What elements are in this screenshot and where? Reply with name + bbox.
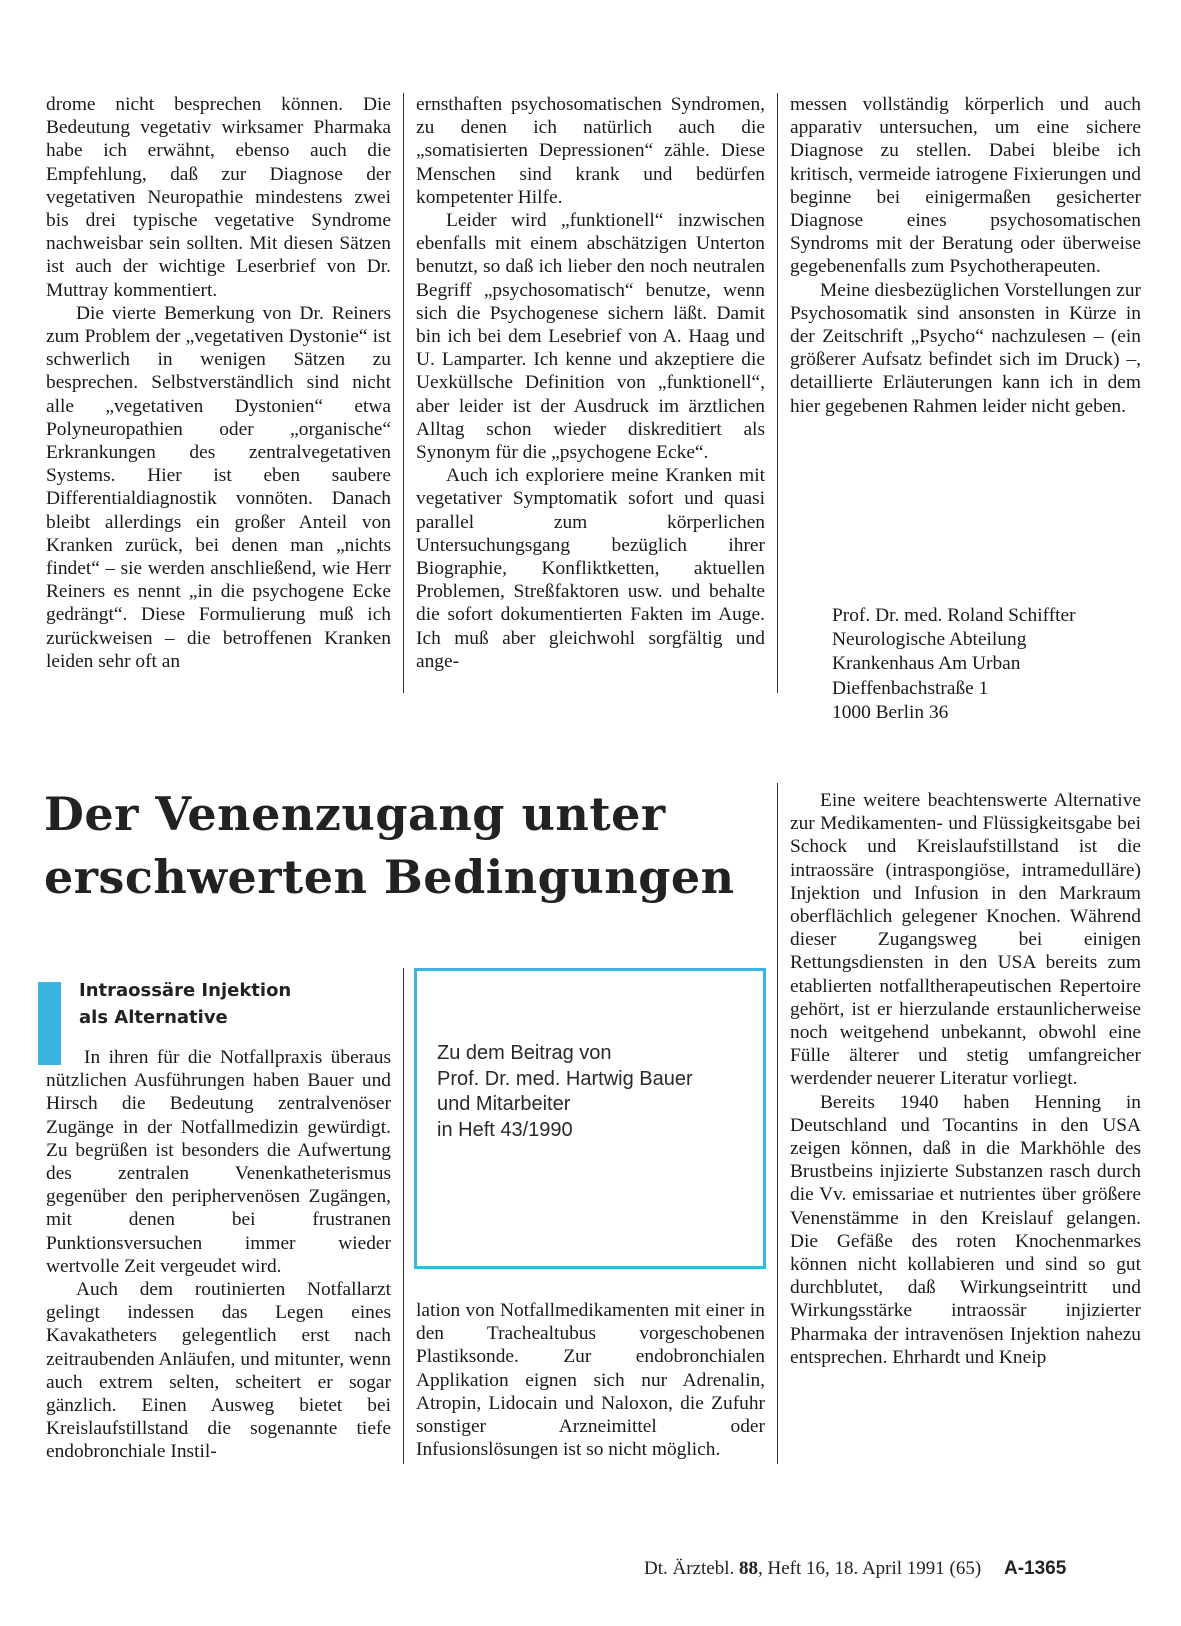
paragraph: Meine diesbezüglichen Vorstellungen zur Psychosomatik sind ansonsten in Kürze in der Zeitschrift „Psycho“ nachzulesen – (ein größerer Aufsatz befindet sich im Druck) –, detaillierte Erläuterungen kann ich in dem hier gegebenen Rahmen leider nicht geben.	[790, 279, 1141, 417]
paragraph: Eine weitere beachtenswerte Alternative zur Medikamenten- und Flüssigkeitsgabe bei Schock und Kreislaufstillstand ist die intraossäre (intraspongiöse, intramedulläre) Injektion und Infusion in den Markraum oberflächlich gelegener Knochen. Während dieser Zugangsweg bei einigen Rettungsdiensten in den USA bereits zum etablierten notfalltherapeutischen Repertoire gehört, ist er hierzulande erstaunlicherweise noch weitgehend unbekannt, obwohl eine Fülle älterer und stetig umfangreicher werdender neuerer Literatur vorliegt.	[790, 790, 1141, 1090]
author-street: Dieffenbachstraße 1	[832, 677, 989, 699]
paragraph: Auch ich exploriere meine Kranken mit vegetativer Symptomatik sofort und quasi parallel zum körperlichen Untersuchungsgang bezüglich ihrer Biographie, Konfliktketten, aktuellen Problemen, Streßfaktoren usw. und behalte die sofort dokumentierten Fakten im Auge. Ich muß aber gleichwohl sorgfältig und ange-	[416, 465, 765, 672]
column-divider	[777, 783, 778, 1464]
main-article-column-3	[790, 789, 1141, 1369]
paragraph: Bereits 1940 haben Henning in Deutschland und Tocantins in den USA zeigen können, daß in die Markhöhle des Brustbeins injizierte Substanzen rasch durch die Vv. emissariae et nutrientes über größere Venenstämme in den Kreislauf gelangen. Die Gefäße des roten Knochenmarkes können nicht kollabieren und sind so gut durchblutet, daß Wirkungseintritt und Wirkungsstärke intraossär injizierter Pharmaka der intravenösen Injektion nahezu entsprechen. Ehrhardt und Kneip	[790, 1091, 1141, 1368]
top-article-column-2	[416, 93, 765, 673]
paragraph: Leider wird „funktionell“ inzwischen ebenfalls mit einem abschätzigen Unterton benutzt, so daß ich lieber den noch neutralen Begriff „psychosomatisch“ benutze, wenn sich die Psychogenese sichern läßt. Damit bin ich bei dem Lesebrief von A. Haag und U. Lamparter. Ich kenne und akzeptiere die Uexküllsche Definition von „funktionell“, aber leider ist der Ausdruck im ärztlichen Alltag schon wieder diskreditiert als Synonym für die „psychogene Ecke“.	[416, 210, 765, 464]
page-footer	[644, 1558, 1066, 1580]
page-number: A-1365	[1003, 1558, 1067, 1579]
issue-info: , Heft 16, 18. April 1991 (65)	[757, 1558, 982, 1579]
author-signature	[832, 604, 1076, 725]
article-subhead	[79, 977, 291, 1031]
journal-volume: 88	[738, 1558, 758, 1579]
column-divider	[403, 93, 404, 693]
paragraph: lation von Notfallmedikamenten mit einer in den Trachealtubus vorgeschobenen Plastiksonde. Zur endobronchialen Applikation eignen sich nur Adrenalin, Atropin, Lidocain und Naloxon, die Zufuhr sonstiger Arzneimittel oder Infusionslösungen ist so nicht möglich.	[416, 1300, 765, 1461]
main-article-column-1	[46, 1046, 391, 1464]
paragraph: Die vierte Bemerkung von Dr. Reiners zum Problem der „vegetativen Dystonie“ ist schwerlich in wenigen Sätzen zu besprechen. Selbstverständlich sind nicht alle „vegetativen Dystonien“ etwa Polyneuropathien oder „organische“ Erkrankungen des zentralvegetativen Systems. Hier ist eben saubere Differentialdiagnostik vonnöten. Danach bleibt allerdings ein großer Anteil von Kranken zurück, bei denen man „nichts findet“ – sie werden anschließend, wie Herr Reiners es nennt „in die psychogene Ecke gedrängt“. Diese Formulierung muß ich zurückweisen – die betroffenen Kranken leiden sehr oft an	[46, 302, 391, 672]
info-line: in Heft 43/1990	[437, 1118, 573, 1141]
reference-info-text	[437, 1041, 757, 1143]
author-city: 1000 Berlin 36	[832, 701, 949, 723]
author-department: Neurologische Abteilung	[832, 629, 1027, 651]
article-title	[44, 783, 784, 909]
column-divider	[403, 968, 404, 1464]
info-line: Zu dem Beitrag von	[437, 1042, 612, 1064]
subhead-line: als Alternative	[79, 1007, 228, 1028]
paragraph: In ihren für die Notfallpraxis überaus nützlichen Ausführungen haben Bauer und Hirsch die Bedeutung zentralvenöser Zugänge in der Notfallmedizin gewürdigt. Zu begrüßen ist besonders die Aufwertung des zentralen Venenkatheterismus gegenüber den periphervenösen Zugängen, mit denen bei frustranen Punktionsversuchen immer wieder wertvolle Zeit vergeudet wird.	[46, 1047, 391, 1277]
title-line: Der Venenzugang unter	[44, 787, 666, 841]
author-hospital: Krankenhaus Am Urban	[832, 653, 1021, 675]
paragraph: drome nicht besprechen können. Die Bedeutung vegetativ wirksamer Pharmaka habe ich erwähnt, ebenso auch die Empfehlung, daß zur Diagnose der vegetativen Neuropathie mindestens zwei bis drei typische vegetative Syndrome nachweisbar sein sollten. Mit diesen Sätzen ist auch der wichtige Leserbrief von Dr. Muttray kommentiert.	[46, 94, 391, 301]
top-article-column-1	[46, 93, 391, 673]
info-line: und Mitarbeiter	[437, 1093, 571, 1115]
main-article-column-2	[416, 1299, 765, 1461]
journal-name: Dt. Ärztebl.	[644, 1558, 735, 1579]
title-line: erschwerten Bedingungen	[44, 850, 735, 904]
paragraph: messen vollständig körperlich und auch apparativ untersuchen, um eine sichere Diagnose zu stellen. Dabei bleibe ich kritisch, vermeide iatrogene Fixierungen und beginne bei einigermaßen gesicherter Diagnose eines psychosomatischen Syndroms mit der Beratung oder überweise gegebenenfalls zum Psychotherapeuten.	[790, 94, 1141, 278]
subhead-line: Intraossäre Injektion	[79, 980, 292, 1001]
top-article-column-3	[790, 93, 1141, 418]
column-divider	[777, 93, 778, 693]
paragraph: ernsthaften psychosomatischen Syndromen, zu denen ich natürlich auch die „somatisierten Depressionen“ zähle. Diese Menschen sind krank und bedürfen kompetenter Hilfe.	[416, 94, 765, 208]
paragraph: Auch dem routinierten Notfallarzt gelingt indessen das Legen eines Kavakatheters gelegentlich erst nach zeitraubenden Anläufen, und mitunter, wenn auch extrem selten, scheitert er sogar gänzlich. Einen Ausweg bietet bei Kreislaufstillstand die sogenannte tiefe endobronchiale Instil-	[46, 1279, 391, 1463]
author-name: Prof. Dr. med. Roland Schiffter	[832, 605, 1076, 626]
info-line: Prof. Dr. med. Hartwig Bauer	[437, 1067, 693, 1090]
